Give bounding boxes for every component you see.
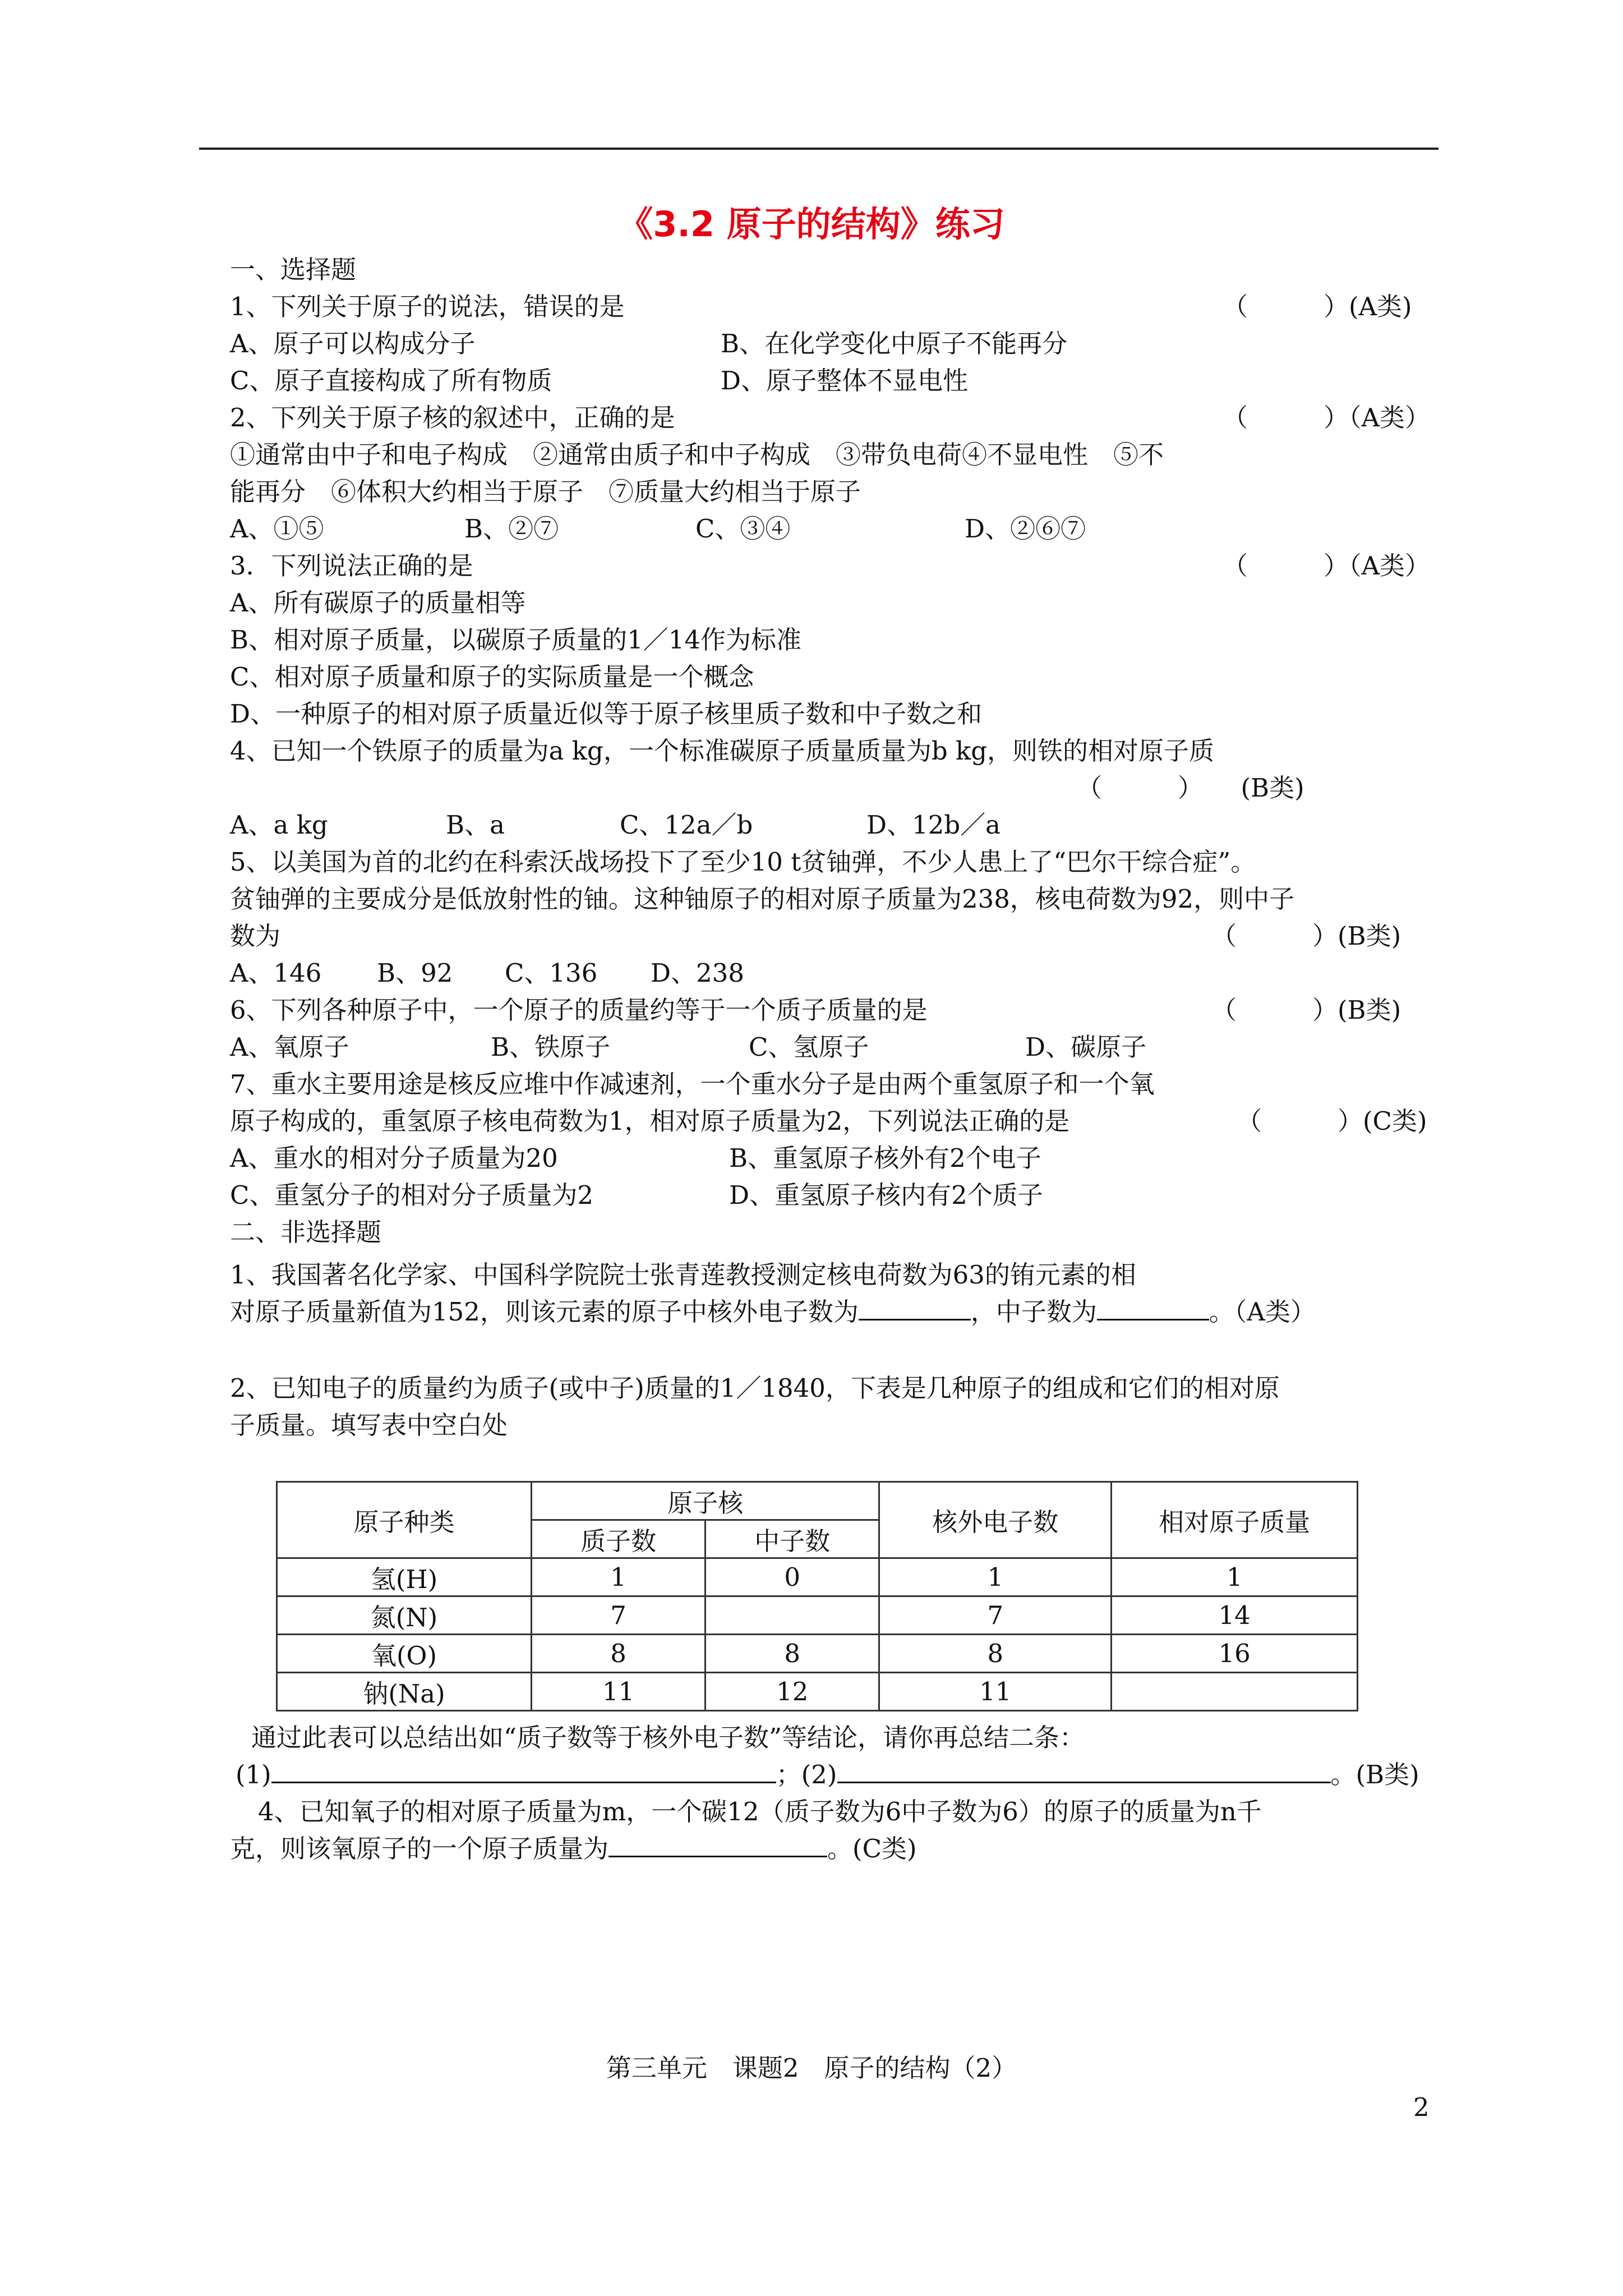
q6-option-c: C、氢原子 xyxy=(749,1032,869,1062)
q3-option-d: D、一种原子的相对原子质量近似等于原子核里质子数和中子数之和 xyxy=(230,699,983,729)
n1-electron-blank[interactable] xyxy=(859,1296,971,1320)
cell-atom-name: 氧(O) xyxy=(277,1635,532,1673)
q6-option-d: D、碳原子 xyxy=(1025,1032,1147,1062)
q6-option-a: A、氧原子 xyxy=(230,1032,349,1062)
q1-option-b: B、在化学变化中原子不能再分 xyxy=(721,329,1068,358)
summary-blank-2[interactable] xyxy=(837,1759,1331,1783)
q5-option-c: C、136 xyxy=(505,958,598,988)
header-rule xyxy=(199,148,1438,150)
q2-statements-2: 能再分 ⑥体积大约相当于原子 ⑦质量大约相当于原子 xyxy=(230,477,861,507)
q1-stem: 1、下列关于原子的说法，错误的是 xyxy=(230,292,625,321)
n4-stem-2 xyxy=(230,1830,917,1867)
header-relative-mass: 相对原子质量 xyxy=(1112,1482,1358,1558)
summary-prompt: 通过此表可以总结出如“质子数等于核外电子数”等结论，请你再总结二条： xyxy=(251,1723,1085,1752)
q4-stem: 4、已知一个铁原子的质量为a kg，一个标准碳原子质量质量为b kg，则铁的相对原子质 xyxy=(230,736,1215,766)
header-nucleus: 原子核 xyxy=(532,1482,879,1520)
header-atom-type: 原子种类 xyxy=(277,1482,532,1558)
q1-option-c: C、原子直接构成了所有物质 xyxy=(230,366,552,395)
q7-option-b: B、重氢原子核外有2个电子 xyxy=(729,1143,1041,1173)
q2-statements-1: ①通常由中子和电子构成 ②通常由质子和中子构成 ③带负电荷④不显电性 ⑤不 xyxy=(230,440,1164,470)
q2-stem: 2、下列关于原子核的叙述中，正确的是 xyxy=(230,403,675,432)
summary-tag: 。(B类) xyxy=(1330,1760,1419,1789)
table-row xyxy=(277,1558,1358,1596)
q5-option-a: A、146 xyxy=(230,958,322,988)
header-neutron-count: 中子数 xyxy=(706,1520,879,1558)
summary-label-2: ；(2) xyxy=(776,1760,837,1789)
q5-tag: （ ）(B类) xyxy=(1211,921,1401,951)
q1-tag: （ ）(A类) xyxy=(1223,292,1412,321)
q7-tag: （ ）(C类) xyxy=(1237,1106,1427,1136)
cell-relative-mass: 14 xyxy=(1112,1596,1358,1635)
page-footer: 第三单元 课题2 原子的结构（2） xyxy=(606,2053,1017,2083)
cell-neutron-blank[interactable] xyxy=(706,1596,879,1635)
header-proton-count: 质子数 xyxy=(532,1520,706,1558)
table-row xyxy=(277,1635,1358,1673)
summary-label-1: (1) xyxy=(236,1760,271,1789)
q3-option-b: B、相对原子质量，以碳原子质量的1／14作为标准 xyxy=(230,625,801,655)
q2-option-b: B、②⑦ xyxy=(464,514,559,544)
cell-atom-name: 氢(H) xyxy=(277,1558,532,1596)
cell-atom-name: 氮(N) xyxy=(277,1596,532,1635)
cell-electron: 8 xyxy=(879,1635,1112,1673)
q4-option-b: B、a xyxy=(446,810,505,840)
q4-option-d: D、12b／a xyxy=(866,810,1000,840)
q4-option-c: C、12a／b xyxy=(620,810,753,840)
page-number: 2 xyxy=(1413,2092,1430,2122)
q5-stem-1: 5、以美国为首的北约在科索沃战场投下了至少10 t贫铀弹，不少人患上了“巴尔干综合症”。 xyxy=(230,847,1256,877)
cell-proton: 7 xyxy=(532,1596,706,1635)
q4-tag: （ ） (B类) xyxy=(1077,773,1304,803)
q1-option-d: D、原子整体不显电性 xyxy=(721,366,969,395)
cell-neutron: 8 xyxy=(706,1635,879,1673)
q5-option-b: B、92 xyxy=(377,958,453,988)
n1-stem-2 xyxy=(230,1294,1316,1331)
cell-neutron: 0 xyxy=(706,1558,879,1596)
q4-option-a: A、a kg xyxy=(230,810,328,840)
header-electron-count: 核外电子数 xyxy=(879,1482,1112,1558)
q2-option-c: C、③④ xyxy=(695,514,791,544)
q7-option-d: D、重氢原子核内有2个质子 xyxy=(729,1180,1043,1210)
summary-blank-1[interactable] xyxy=(271,1759,776,1783)
cell-neutron: 12 xyxy=(706,1673,879,1711)
n1-neutron-blank[interactable] xyxy=(1097,1296,1209,1320)
page-title: 《3.2 原子的结构》练习 xyxy=(618,204,1005,245)
q2-option-a: A、①⑤ xyxy=(230,514,324,544)
q5-stem-2: 贫铀弹的主要成分是低放射性的铀。这种铀原子的相对原子质量为238，核电荷数为92，则中子 xyxy=(230,884,1295,914)
q7-stem-1: 7、重水主要用途是核反应堆中作减速剂，一个重水分子是由两个重氢原子和一个氧 xyxy=(230,1069,1155,1099)
n2-stem-2: 子质量。填写表中空白处 xyxy=(230,1410,508,1440)
table-row xyxy=(277,1596,1358,1635)
q5-stem-3: 数为 xyxy=(230,921,281,951)
q3-stem: 3．下列说法正确的是 xyxy=(230,551,473,581)
q6-stem: 6、下列各种原子中，一个原子的质量约等于一个质子质量的是 xyxy=(230,995,928,1025)
section-nonchoice-heading: 二、非选择题 xyxy=(230,1217,382,1247)
q1-option-a: A、原子可以构成分子 xyxy=(230,329,476,358)
q3-option-a: A、所有碳原子的质量相等 xyxy=(230,588,526,618)
q5-option-d: D、238 xyxy=(651,958,744,988)
q3-option-c: C、相对原子质量和原子的实际质量是一个概念 xyxy=(230,662,754,692)
n2-stem-1: 2、已知电子的质量约为质子(或中子)质量的1／1840，下表是几种原子的组成和它们的相对原 xyxy=(230,1373,1280,1403)
cell-electron: 11 xyxy=(879,1673,1112,1711)
q7-option-c: C、重氢分子的相对分子质量为2 xyxy=(230,1180,594,1210)
q2-option-d: D、②⑥⑦ xyxy=(965,514,1086,544)
cell-relative-mass: 16 xyxy=(1112,1635,1358,1673)
q2-tag: （ ）（A类） xyxy=(1223,403,1430,432)
n1-stem-1: 1、我国著名化学家、中国科学院院士张青莲教授测定核电荷数为63的铕元素的相 xyxy=(230,1260,1136,1290)
cell-proton: 1 xyxy=(532,1558,706,1596)
q6-option-b: B、铁原子 xyxy=(491,1032,611,1062)
section-choice-heading: 一、选择题 xyxy=(230,255,357,284)
cell-relative-mass: 1 xyxy=(1112,1558,1358,1596)
cell-proton: 8 xyxy=(532,1635,706,1673)
n1-text-a: 对原子质量新值为152，则该元素的原子中核外电子数为 xyxy=(230,1297,859,1327)
n1-text-c: 。（A类） xyxy=(1209,1297,1316,1327)
cell-proton: 11 xyxy=(532,1673,706,1711)
n4-mass-blank[interactable] xyxy=(608,1833,827,1857)
summary-answers xyxy=(236,1756,1419,1793)
atom-composition-table xyxy=(276,1481,1358,1711)
n1-text-b: ，中子数为 xyxy=(970,1297,1097,1327)
q3-tag: （ ）（A类） xyxy=(1223,551,1430,581)
cell-electron: 7 xyxy=(879,1596,1112,1635)
q7-stem-2: 原子构成的，重氢原子核电荷数为1，相对原子质量为2，下列说法正确的是 xyxy=(230,1106,1070,1136)
q7-option-a: A、重水的相对分子质量为20 xyxy=(230,1143,558,1173)
cell-relative-mass-blank[interactable] xyxy=(1112,1673,1358,1711)
cell-electron: 1 xyxy=(879,1558,1112,1596)
n4-text-b: 。(C类) xyxy=(827,1834,917,1864)
cell-atom-name: 钠(Na) xyxy=(277,1673,532,1711)
n4-stem-1: 4、已知氧子的相对原子质量为m，一个碳12（质子数为6中子数为6）的原子的质量为n千 xyxy=(258,1797,1262,1826)
q6-tag: （ ）(B类) xyxy=(1211,995,1401,1025)
table-row xyxy=(277,1673,1358,1711)
n4-text-a: 克，则该氧原子的一个原子质量为 xyxy=(230,1834,609,1864)
